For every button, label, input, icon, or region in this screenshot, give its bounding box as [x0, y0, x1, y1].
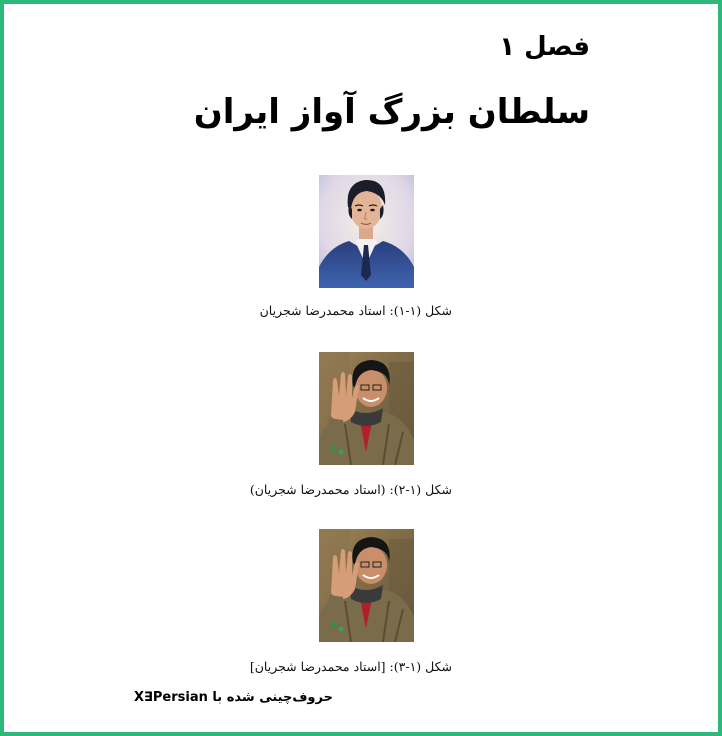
figure-caption-3: شکل (۱-۳): [استاد محمدرضا شجریان]	[249, 659, 452, 674]
chapter-title: سلطان بزرگ آواز ایران	[193, 92, 590, 132]
portrait-photo-1	[319, 175, 414, 288]
waving-photo-2	[319, 352, 414, 465]
figure-caption-2: شکل (۱-۲): (استاد محمدرضا شجریان)	[249, 482, 452, 497]
figure-caption-1: شکل (۱-۱): استاد محمدرضا شجریان	[259, 303, 452, 318]
typeset-footer: حروف‌چینی شده با X∃Persian	[134, 690, 333, 705]
chapter-heading: فصل ۱	[499, 32, 590, 62]
waving-photo-3	[319, 529, 414, 642]
